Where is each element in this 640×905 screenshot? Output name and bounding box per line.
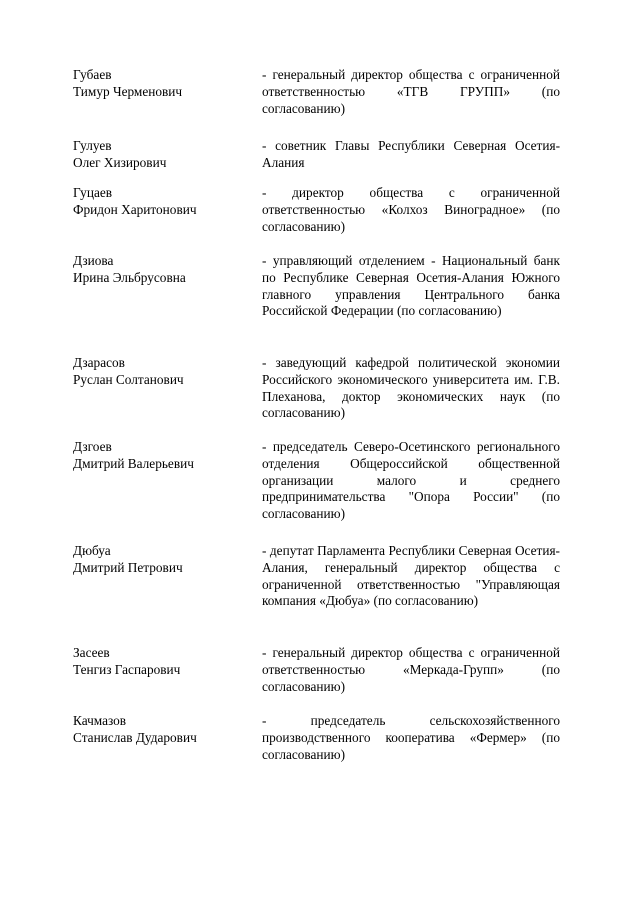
member-role: - генеральный директор общества с ограниченной ответственностью «ТГВ ГРУПП» (по согласованию): [262, 67, 560, 116]
member-given-name: Дмитрий Петрович: [73, 559, 183, 575]
member-surname: Засеев: [73, 645, 110, 660]
member-role: - председатель сельскохозяйственного производственного кооператива «Фермер» (по согласованию): [262, 713, 560, 762]
member-given-name: Дмитрий Валерьевич: [73, 455, 194, 471]
member-surname: Гуцаев: [73, 185, 113, 200]
member-role: - председатель Северо-Осетинского регионального отделения Общероссийской общественной организации малого и среднего предпринимательства "Опора России" (по согласованию): [262, 439, 560, 522]
member-name: [73, 355, 248, 389]
member-surname: Дзгоев: [73, 439, 112, 454]
member-name: [73, 645, 248, 679]
member-role: - директор общества с ограниченной ответственностью «Колхоз Виноградное» (по согласованию): [262, 185, 560, 234]
member-role: - генеральный директор общества с ограниченной ответственностью «Меркада-Групп» (по согласованию): [262, 645, 560, 694]
member-surname: Дюбуа: [73, 543, 111, 558]
member-given-name: Станислав Дударович: [73, 729, 197, 745]
member-given-name: Руслан Солтанович: [73, 371, 184, 387]
member-role: - управляющий отделением - Национальный банк по Республике Северная Осетия-Алания Южного главного управления Центрального банка Российской Федерации (по согласованию): [262, 253, 560, 319]
member-given-name: Ирина Эльбрусовна: [73, 269, 186, 285]
member-surname: Дзарасов: [73, 355, 125, 370]
member-name: [73, 138, 248, 172]
member-role: - заведующий кафедрой политической экономии Российского экономического университета им. Г.В. Плеханова, доктор экономических наук (по согласованию): [262, 355, 560, 421]
member-role: - депутат Парламента Республики Северная Осетия-Алания, генеральный директор общества с ограниченной ответственностью "Управляющая компания «Дюбуа» (по согласованию): [262, 543, 560, 609]
member-name: [73, 439, 248, 473]
member-surname: Дзиова: [73, 253, 114, 268]
member-given-name: Фридон Харитонович: [73, 201, 197, 217]
member-surname: Качмазов: [73, 713, 127, 728]
member-given-name: Тенгиз Гаспарович: [73, 661, 181, 677]
member-surname: Губаев: [73, 67, 112, 82]
member-name: [73, 67, 248, 101]
member-given-name: Тимур Черменович: [73, 83, 183, 99]
member-role: - советник Главы Республики Северная Осетия-Алания: [262, 138, 560, 170]
member-surname: Гулуев: [73, 138, 112, 153]
member-name: [73, 185, 248, 219]
member-name: [73, 713, 248, 747]
member-name: [73, 543, 248, 577]
member-given-name: Олег Хизирович: [73, 154, 167, 170]
member-name: [73, 253, 248, 287]
